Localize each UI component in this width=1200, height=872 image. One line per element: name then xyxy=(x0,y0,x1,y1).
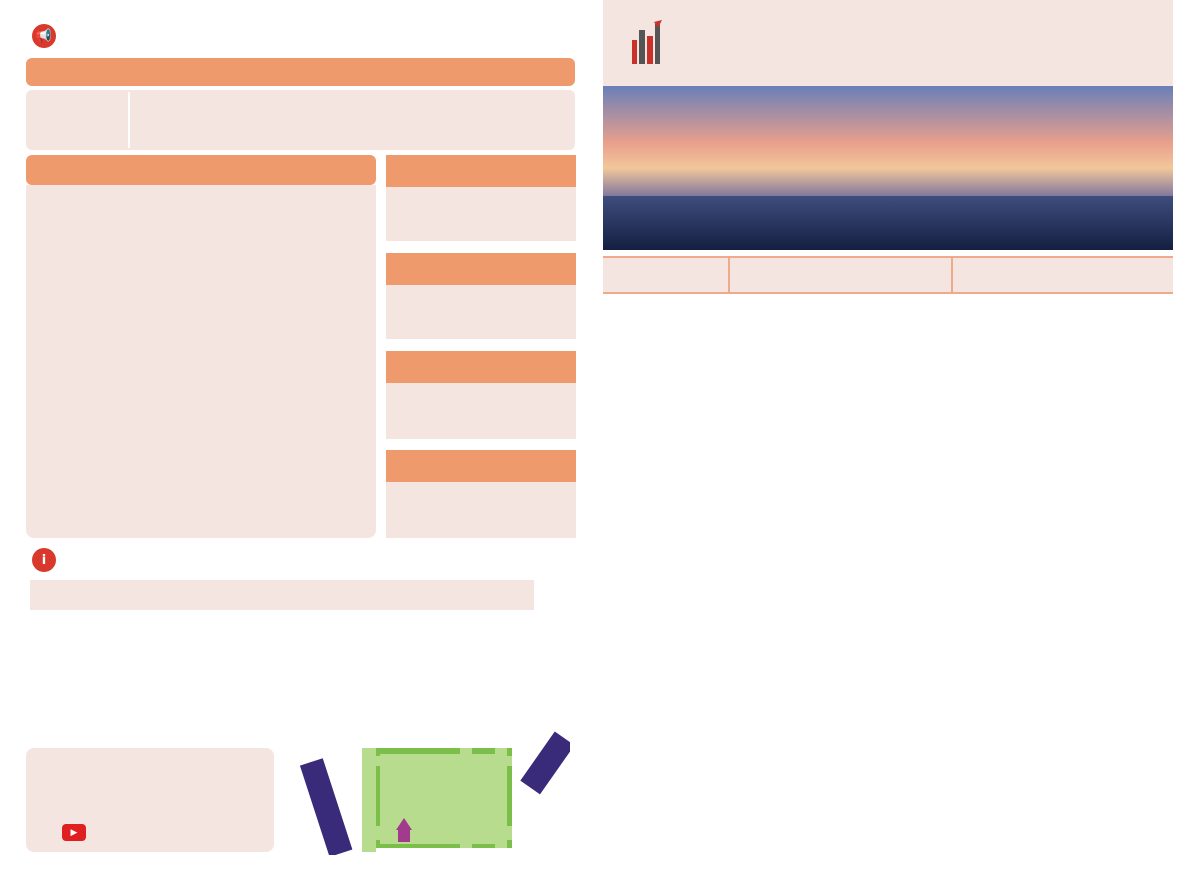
service1-header xyxy=(728,258,951,292)
info-header xyxy=(32,548,64,572)
map-street xyxy=(380,788,470,796)
header-bar xyxy=(603,0,1173,86)
map-street xyxy=(495,748,507,848)
wed-prayer-heading xyxy=(386,253,576,285)
youtube-icon: ▶ xyxy=(62,824,86,841)
megaphone-icon: 📢 xyxy=(32,24,56,48)
map-street xyxy=(362,756,512,766)
news-heading xyxy=(26,155,376,185)
service2-header xyxy=(951,258,1174,292)
altar-box xyxy=(386,383,576,439)
youtube-link[interactable] xyxy=(62,824,92,841)
welcome-heading xyxy=(26,58,575,86)
divider xyxy=(128,92,130,148)
fellowship-heading xyxy=(386,450,576,482)
july-worship-heading xyxy=(386,155,576,187)
church-logo xyxy=(630,20,670,66)
info-icon: i xyxy=(32,548,56,572)
pastor-row xyxy=(30,580,534,610)
church-logo-icon xyxy=(630,20,664,66)
welcome-box xyxy=(26,90,575,150)
july-worship-box xyxy=(386,187,576,241)
table-corner xyxy=(603,258,728,292)
location-map xyxy=(300,730,570,855)
altar-heading xyxy=(386,351,576,383)
fwy-101 xyxy=(300,758,352,855)
fwy-5 xyxy=(520,731,570,794)
service-header-row xyxy=(603,256,1173,294)
fellowship-box xyxy=(386,482,576,538)
church-body xyxy=(398,830,410,842)
banner xyxy=(603,86,1173,250)
news-box xyxy=(26,185,376,538)
map-street xyxy=(460,748,472,848)
announcements-header xyxy=(32,24,64,48)
banner-mountains xyxy=(603,196,1173,250)
map-street xyxy=(362,826,512,840)
wed-prayer-box xyxy=(386,285,576,339)
